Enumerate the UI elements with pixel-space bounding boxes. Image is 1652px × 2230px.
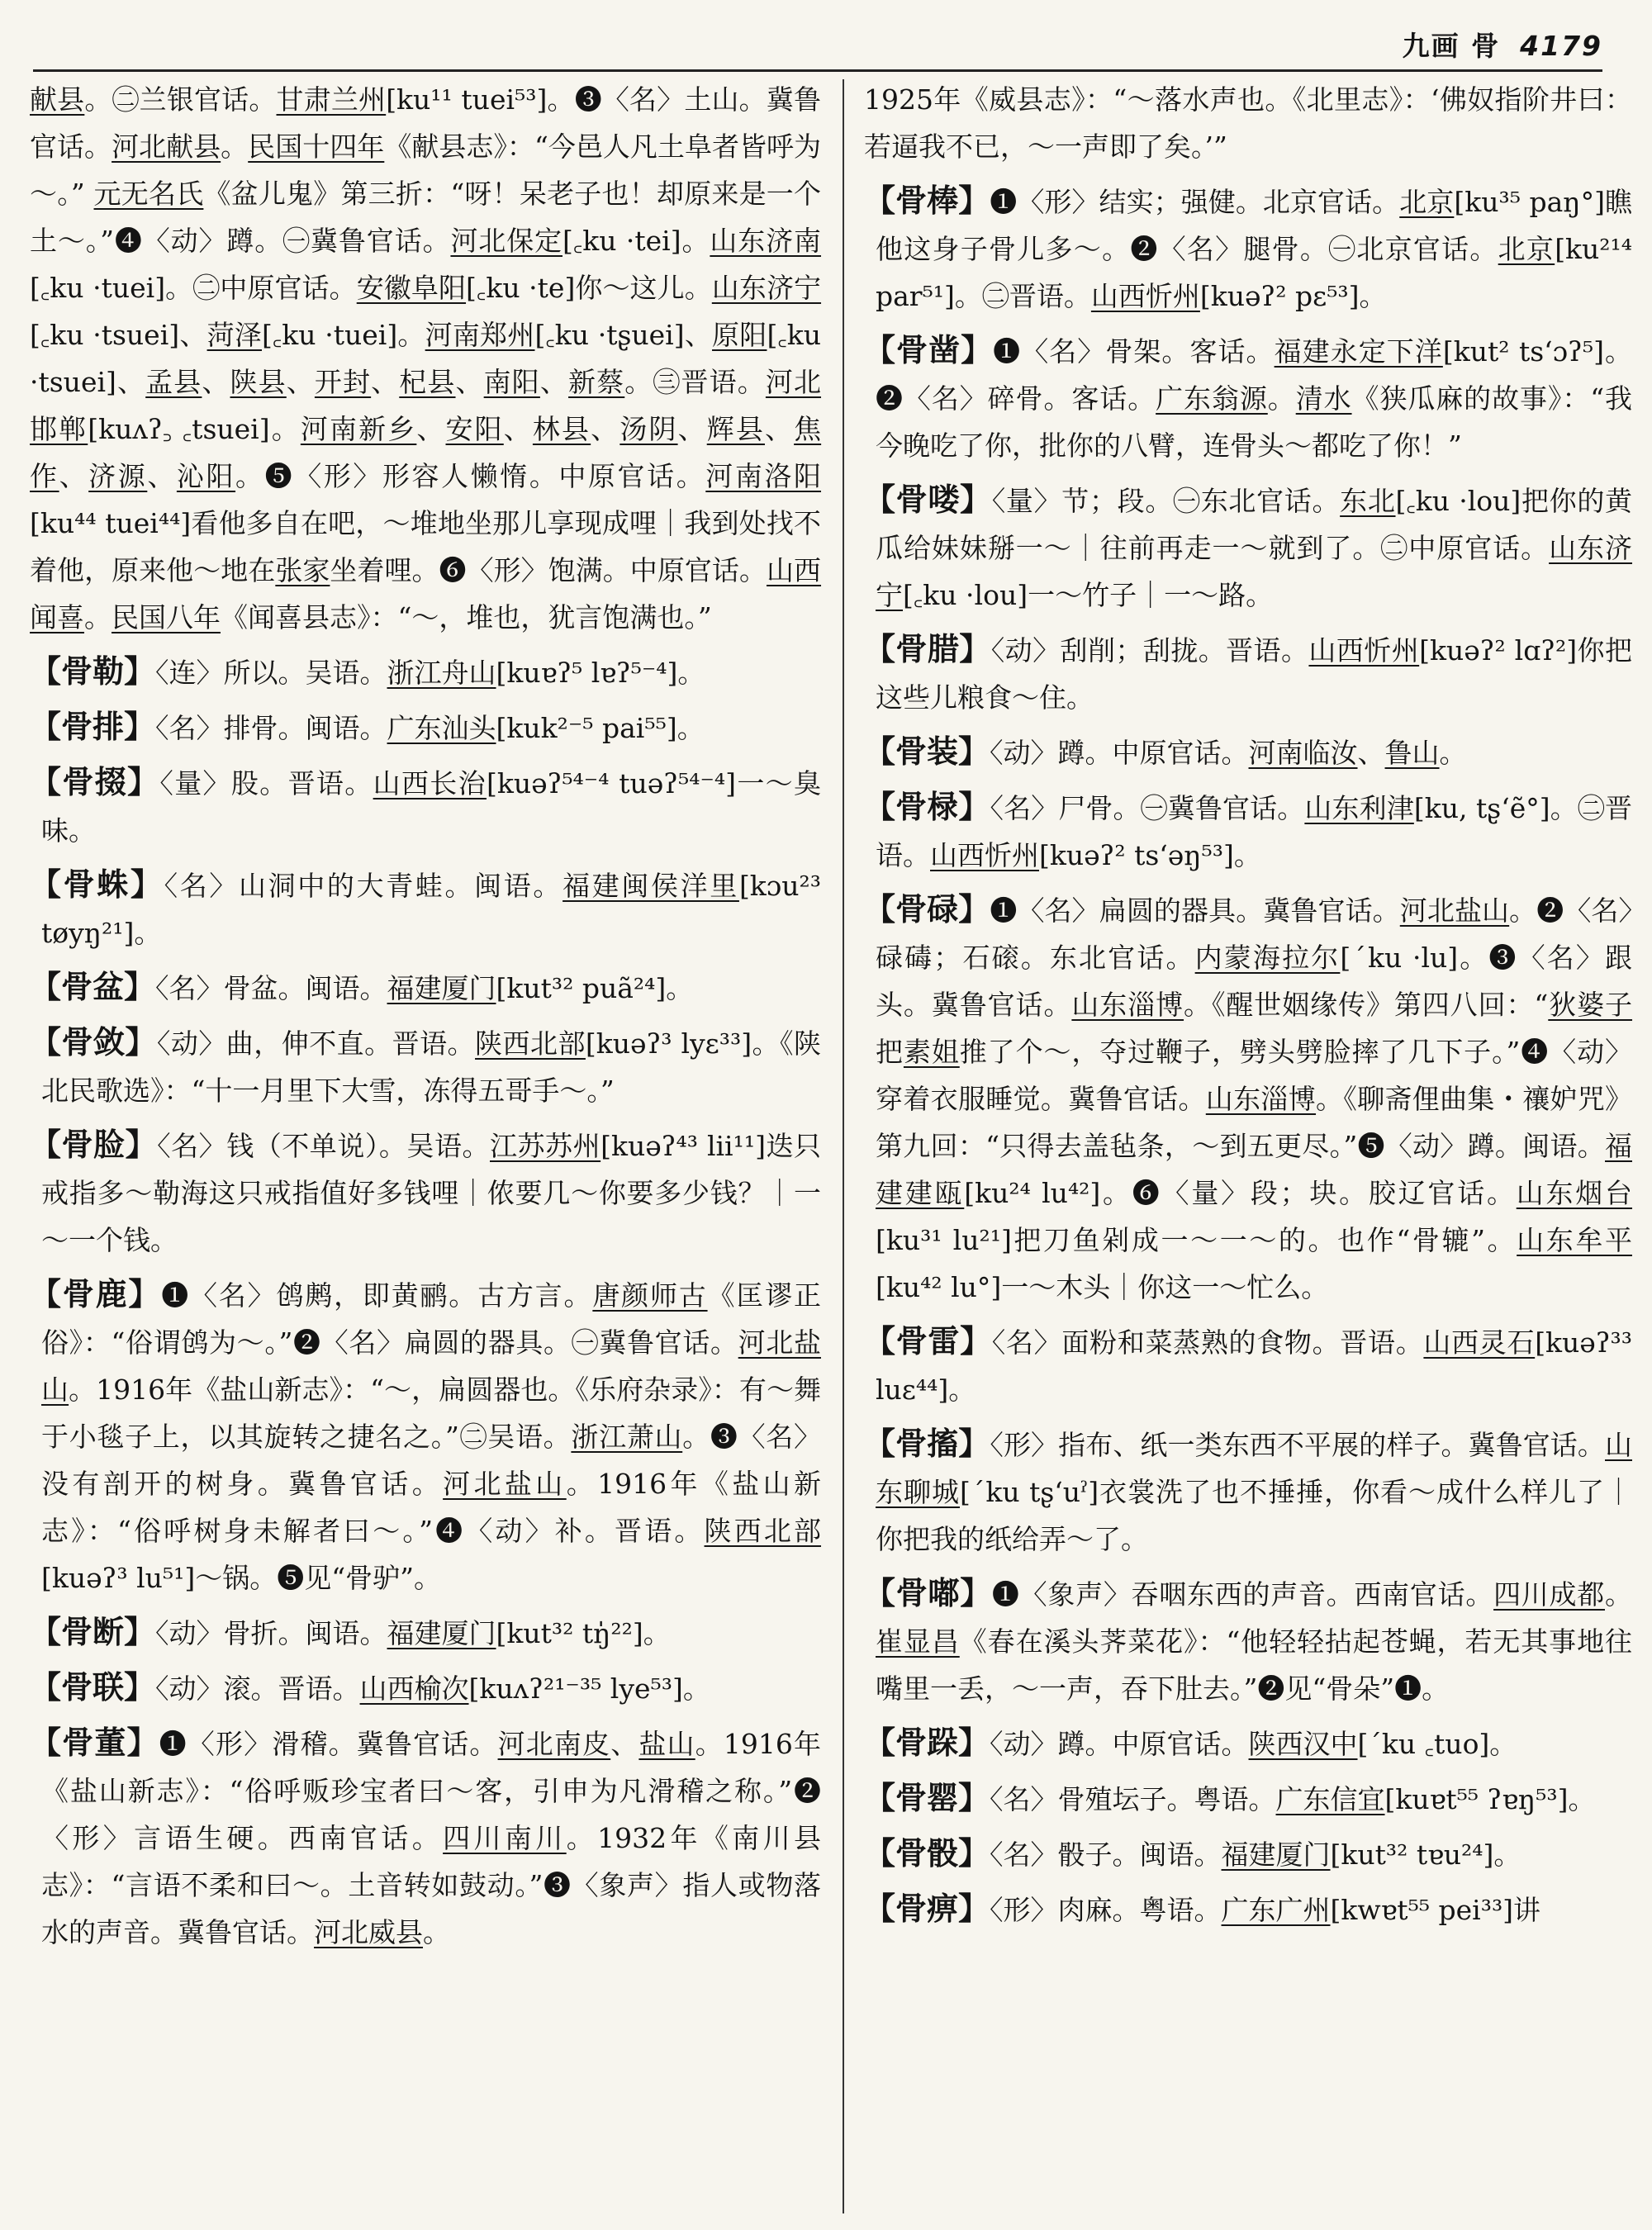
- dictionary-entry: 【骨罂】〈名〉骨殖坛子。粤语。广东信宜[kuɐt⁵⁵ ʔɐŋ⁵³]。: [864, 1779, 1596, 1816]
- running-head: [1403, 25, 1602, 64]
- dictionary-entry: 【骨断】〈动〉骨折。闽语。福建厦门[kut³² tŋ̍²²]。: [30, 1613, 671, 1650]
- dictionary-entry: 【骨敛】〈动〉曲，伸不直。晋语。陕西北部[kuəʔ³ lyɛ³³]。《陕北民歌选》：“十一月里下大雪，冻得五哥手～。”: [30, 1023, 821, 1107]
- underlined-proper-name: 甘肃兰州: [276, 83, 387, 116]
- underlined-proper-name: 陕县: [230, 366, 287, 398]
- underlined-proper-name: 福建厦门: [1221, 1839, 1331, 1871]
- page-header: [33, 18, 1602, 68]
- underlined-proper-name: 山西闻喜: [30, 554, 822, 633]
- dictionary-entry: 献县。㊁兰银官话。甘肃兰州[ku¹¹ tuei⁵³]。❸〈名〉土山。冀鲁官话。河北献县。民国十四年《献县志》：“今邑人凡土阜者皆呼为～。” 元无名氏《盆儿鬼》第三折：“呀！呆老子也！却原来是一个土～。”❹〈动〉蹲。㊀冀鲁官话。河北保定[꜀ku ·tei]。山东济南[꜀ku ·tuei]。㊁中原官话。安徽阜阳[꜀ku ·te]你～这儿。山东济宁[꜀ku ·tsuei]、菏泽[꜀ku ·tuei]。河南郑州[꜀ku ·tʂuei]、原阳[꜀ku ·tsuei]、孟县、陕县、开封、杞县、南阳、新蔡。㊂晋语。河北邯郸[kuʌʔ꜆ ꜀tsuei]。河南新乡、安阳、林县、汤阴、辉县、焦作、济源、沁阳。❺〈形〉形容人懒惰。中原官话。河南洛阳[ku⁴⁴ tuei⁴⁴]看他多自在吧，～堆地坐那儿享现成哩｜我到处找不着他，原来他～地在张家坐着哩。❻〈形〉饱满。中原官话。山西闻喜。民国八年《闻喜县志》：“～，堆也，犹言饱满也。”: [30, 83, 822, 633]
- dictionary-entry: 【骨跺】〈动〉蹲。中原官话。陕西汉中[ˊku ꜀tuo]。: [864, 1724, 1517, 1761]
- underlined-proper-name: 广东广州: [1221, 1894, 1331, 1926]
- underlined-proper-name: 福建闽侯洋里: [563, 870, 739, 902]
- dictionary-entry: 【骨雷】〈名〉面粉和菜蒸熟的食物。晋语。山西灵石[kuəʔ³³ luɛ⁴⁴]。: [864, 1322, 1632, 1406]
- entry-headword: 【骨蛛】: [30, 866, 164, 903]
- underlined-proper-name: 山东利津: [1304, 792, 1414, 824]
- underlined-proper-name: 山西灵石: [1423, 1326, 1536, 1359]
- dictionary-entry: 1925年《威县志》：“～落水声也。《北里志》：‘佛奴指阶井曰：若逼我不已，～一声即了矣。’”: [864, 83, 1632, 163]
- section-title: 九画 骨: [1402, 30, 1501, 62]
- entry-headword: 【骨掇】: [30, 763, 160, 800]
- entry-headword: 【骨联】: [30, 1668, 156, 1706]
- entry-headword: 【骨装】: [864, 733, 990, 770]
- underlined-proper-name: 孟县: [145, 366, 202, 398]
- dictionary-entry: 【骨鹿】❶〈名〉鸧鹒，即黄鹂。古方言。唐颜师古《匡谬正俗》：“俗谓鸧为～。”❷〈名〉扁圆的器具。㊀冀鲁官话。河北盐山。1916年《盐山新志》：“～，扁圆器也。《乐府杂录》：有～舞于小毯子上，以其旋转之捷名之。”㊁吴语。浙江萧山。❸〈名〉没有剖开的树身。冀鲁官话。河北盐山。1916年《盐山新志》：“俗呼树身未解者曰～。”❹〈动〉补。晋语。陕西北部[kuəʔ³ lu⁵¹]～锅。❺见“骨驴”。: [30, 1275, 822, 1594]
- underlined-proper-name: 焦作: [30, 413, 822, 492]
- underlined-proper-name: 杞县: [399, 366, 456, 398]
- underlined-proper-name: 内蒙海拉尔: [1194, 942, 1341, 974]
- entry-headword: 【骨搐】: [864, 1425, 990, 1462]
- entry-headword: 【骨碌】: [864, 890, 990, 928]
- entry-headword: 【骨罂】: [864, 1779, 990, 1816]
- entry-headword: 【骨盆】: [30, 968, 156, 1005]
- underlined-proper-name: 辉县: [706, 413, 765, 445]
- underlined-proper-name: 浙江萧山: [571, 1421, 683, 1453]
- entry-headword: 【骨凿】: [864, 331, 994, 368]
- column-divider: [843, 79, 844, 2213]
- entry-headword: 【骨雷】: [864, 1322, 992, 1359]
- underlined-proper-name: 山西长治: [373, 767, 487, 799]
- dictionary-entry: 【骨痹】〈形〉肉麻。粤语。广东广州[kwɐt⁵⁵ pei³³]讲: [864, 1890, 1541, 1927]
- dictionary-entry: 【骨装】〈动〉蹲。中原官话。河南临汝、鲁山。: [864, 733, 1467, 770]
- entry-headword: 【骨脸】: [30, 1126, 158, 1163]
- underlined-proper-name: 福建永定下洋: [1274, 335, 1443, 368]
- underlined-proper-name: 安徽阜阳: [356, 272, 467, 304]
- dictionary-entry: 【骨盆】〈名〉骨盆。闽语。福建厦门[kut³² puã²⁴]。: [30, 968, 694, 1005]
- dictionary-entry: 【骨董】❶〈形〉滑稽。冀鲁官话。河北南皮、盐山。1916年《盐山新志》：“俗呼贩珍宝者曰～客，引申为凡滑稽之称。”❷〈形〉言语生硬。西南官话。四川南川。1932年《南川县志》：“言语不柔和曰～。土音转如鼓动。”❸〈象声〉指人或物落水的声音。冀鲁官话。河北威县。: [30, 1724, 822, 1948]
- underlined-proper-name: 陕西北部: [475, 1027, 586, 1060]
- dictionary-entry: 【骨腊】〈动〉刮削；刮拢。晋语。山西忻州[kuəʔ² lɑʔ²]你把这些儿粮食～住。: [864, 630, 1632, 714]
- dictionary-entry: 【骨联】〈动〉滚。晋语。山西榆次[kuʌʔ²¹⁻³⁵ lye⁵³]。: [30, 1668, 710, 1706]
- right-column: [864, 76, 1632, 1940]
- entry-headword: 【骨骰】: [864, 1834, 990, 1872]
- underlined-proper-name: 河南郑州: [425, 319, 535, 351]
- underlined-proper-name: 广东信宜: [1275, 1783, 1385, 1815]
- dictionary-entry: 【骨棒】❶〈形〉结实；强健。北京官话。北京[ku³⁵ paŋ°]瞧他这身子骨儿多～。❷〈名〉腿骨。㊀北京官话。北京[ku²¹⁴ par⁵¹]。㊁晋语。山西忻州[kuəʔ² pɛ⁵³]。: [864, 182, 1633, 312]
- underlined-proper-name: 山西忻州: [1090, 280, 1200, 312]
- entry-headword: 【骨跺】: [864, 1724, 990, 1761]
- underlined-proper-name: 广东翁源: [1156, 382, 1268, 415]
- underlined-proper-name: 菏泽: [206, 319, 262, 351]
- header-rule: [33, 69, 1602, 72]
- underlined-proper-name: 山东牟平: [1517, 1224, 1632, 1256]
- underlined-proper-name: 河北盐山: [1399, 894, 1510, 927]
- underlined-proper-name: 张家: [275, 554, 330, 586]
- entry-headword: 【骨痹】: [864, 1890, 990, 1927]
- underlined-proper-name: 山西榆次: [359, 1672, 469, 1705]
- underlined-proper-name: 山东烟台: [1516, 1177, 1633, 1209]
- underlined-proper-name: 沁阳: [176, 460, 236, 492]
- entry-headword: 【骨敛】: [30, 1023, 157, 1060]
- underlined-proper-name: 清水: [1295, 382, 1352, 415]
- underlined-proper-name: 陕西北部: [704, 1515, 822, 1547]
- entry-headword: 【骨喽】: [864, 481, 992, 518]
- underlined-proper-name: 开封: [314, 366, 372, 398]
- underlined-proper-name: 原阳: [712, 319, 767, 351]
- underlined-proper-name: 济源: [88, 460, 148, 492]
- entry-headword: 【骨椂】: [864, 788, 990, 825]
- underlined-proper-name: 河北献县: [112, 130, 221, 163]
- underlined-proper-name: 山东济宁: [711, 272, 822, 304]
- dictionary-entry: 【骨喽】〈量〉节；段。㊀东北官话。东北[꜀ku ·lou]把你的黄瓜给妹妹掰一～｜往前再走一～就到了。㊁中原官话。山东济宁[꜀ku ·lou]一～竹子｜一～路。: [864, 481, 1633, 611]
- underlined-proper-name: 盐山: [638, 1728, 695, 1760]
- underlined-proper-name: 陕西汉中: [1248, 1728, 1358, 1760]
- entry-headword: 【骨鹿】: [30, 1275, 162, 1312]
- underlined-proper-name: 山东淄博: [1071, 989, 1184, 1021]
- entry-headword: 【骨腊】: [864, 630, 991, 667]
- underlined-proper-name: 东北: [1340, 485, 1396, 517]
- underlined-proper-name: 河北威县: [314, 1916, 423, 1948]
- underlined-proper-name: 鲁山: [1384, 737, 1440, 769]
- underlined-proper-name: 四川南川: [443, 1822, 567, 1854]
- dictionary-entry: 【骨脸】〈名〉钱（不单说）。吴语。江苏苏州[kuəʔ⁴³ lii¹¹]迭只戒指多～勒海这只戒指值好多钱哩｜侬要几～你要多少钱？｜一～一个钱。: [30, 1126, 822, 1256]
- dictionary-entry: 【骨搐】〈形〉指布、纸一类东西不平展的样子。冀鲁官话。山东聊城[ˊku tʂʻuˀ]衣裳洗了也不捶捶，你看～成什么样儿了｜你把我的纸给弄～了。: [864, 1425, 1632, 1555]
- underlined-proper-name: 北京: [1399, 186, 1455, 218]
- dictionary-entry: 【骨排】〈名〉排骨。闽语。广东汕头[kuk²⁻⁵ pai⁵⁵]。: [30, 708, 705, 745]
- underlined-proper-name: 北京: [1498, 233, 1555, 265]
- dictionary-entry: 【骨碌】❶〈名〉扁圆的器具。冀鲁官话。河北盐山。❷〈名〉碌碡；石磙。东北官话。内蒙海拉尔[ˊku ·lu]。❸〈名〉跟头。冀鲁官话。山东淄博。《醒世姻缘传》第四八回：“狄婆子把素姐推了个～，夺过鞭子，劈头劈脸摔了几下子。”❹〈动〉穿着衣服睡觉。冀鲁官话。山东淄博。《聊斋俚曲集・禳妒咒》第九回：“只得去盖毡条，～到五更尽。”❺〈动〉蹲。闽语。福建建瓯[ku²⁴ lu⁴²]。❻〈量〉段；块。胶辽官话。山东烟台[ku³¹ lu²¹]把刀鱼剁成一～一～的。也作“骨辘”。山东牟平[ku⁴² lu°]一～木头｜你这一～忙么。: [864, 890, 1633, 1303]
- underlined-proper-name: 福建建瓯: [876, 1130, 1632, 1209]
- underlined-proper-name: 福建厦门: [387, 1617, 496, 1649]
- underlined-proper-name: 狄婆子: [1548, 989, 1633, 1021]
- underlined-proper-name: 献县: [30, 83, 85, 116]
- left-column: [30, 76, 821, 1962]
- underlined-proper-name: 河北保定: [450, 225, 563, 257]
- entry-headword: 【骨董】: [30, 1724, 159, 1761]
- dictionary-entry: 【骨凿】❶〈名〉骨架。客话。福建永定下洋[kut² tsʻɔʔ⁵]。❷〈名〉碎骨。客话。广东翁源。清水《狭瓜麻的故事》：“我今晚吃了你，批你的八臂，连骨头～都吃了你！”: [864, 331, 1633, 462]
- underlined-proper-name: 民国八年: [112, 601, 221, 633]
- entry-headword: 【骨勒】: [30, 652, 156, 690]
- underlined-proper-name: 元无名氏: [93, 178, 204, 210]
- underlined-proper-name: 民国十四年: [248, 130, 385, 163]
- underlined-proper-name: 山东淄博: [1205, 1083, 1317, 1115]
- underlined-proper-name: 南阳: [483, 366, 540, 398]
- underlined-proper-name: 四川成都: [1493, 1578, 1605, 1611]
- underlined-proper-name: 山西忻州: [930, 839, 1039, 871]
- entry-headword: 【骨排】: [30, 708, 156, 745]
- underlined-proper-name: 崔显昌: [876, 1625, 960, 1658]
- underlined-proper-name: 河南洛阳: [705, 460, 822, 492]
- underlined-proper-name: 唐颜师古: [592, 1279, 708, 1312]
- dictionary-entry: 【骨椂】〈名〉尸骨。㊀冀鲁官话。山东利津[ku, tʂʻẽ°]。㊁晋语。山西忻州[kuəʔ² tsʻəŋ⁵³]。: [864, 788, 1632, 871]
- underlined-proper-name: 安阳: [445, 413, 504, 445]
- dictionary-entry: 【骨掇】〈量〉股。晋语。山西长治[kuəʔ⁵⁴⁻⁴ tuəʔ⁵⁴⁻⁴]一～臭味。: [30, 763, 822, 847]
- underlined-proper-name: 河北南皮: [497, 1728, 611, 1760]
- underlined-proper-name: 河南新乡: [300, 413, 417, 445]
- underlined-proper-name: 林县: [532, 413, 591, 445]
- underlined-proper-name: 广东汕头: [387, 712, 496, 744]
- underlined-proper-name: 汤阴: [620, 413, 678, 445]
- underlined-proper-name: 浙江舟山: [387, 657, 496, 689]
- underlined-proper-name: 河北盐山: [443, 1468, 567, 1500]
- dictionary-entry: 【骨勒】〈连〉所以。吴语。浙江舟山[kuɐʔ⁵ lɐʔ⁵⁻⁴]。: [30, 652, 705, 690]
- underlined-proper-name: 福建厦门: [387, 972, 496, 1004]
- entry-headword: 【骨棒】: [864, 182, 990, 219]
- underlined-proper-name: 江苏苏州: [490, 1130, 601, 1162]
- dictionary-entry: 【骨骰】〈名〉骰子。闽语。福建厦门[kut³² tɐu²⁴]。: [864, 1834, 1521, 1872]
- dictionary-entry: 【骨蛛】〈名〉山洞中的大青蛙。闽语。福建闽侯洋里[kɔu²³ tøyŋ²¹]。: [30, 866, 822, 949]
- dictionary-entry: 【骨嘟】❶〈象声〉吞咽东西的声音。西南官话。四川成都。崔显昌《春在溪头荠菜花》：“他轻轻拈起苍蝇，若无其事地往嘴里一丢，～一声，吞下肚去。”❷见“骨朵”❶。: [864, 1574, 1633, 1705]
- underlined-proper-name: 新蔡: [568, 366, 625, 398]
- underlined-proper-name: 河北盐山: [41, 1326, 821, 1406]
- page-number: 4179: [1520, 30, 1602, 62]
- underlined-proper-name: 山东聊城: [876, 1429, 1632, 1508]
- entry-headword: 【骨断】: [30, 1613, 156, 1650]
- underlined-proper-name: 山西忻州: [1308, 634, 1420, 667]
- underlined-proper-name: 山东济宁: [876, 532, 1633, 611]
- underlined-proper-name: 河南临汝: [1248, 737, 1358, 769]
- underlined-proper-name: 河北邯郸: [30, 366, 822, 445]
- underlined-proper-name: 素姐: [903, 1036, 960, 1068]
- underlined-proper-name: 山东济南: [710, 225, 822, 257]
- entry-headword: 【骨嘟】: [864, 1574, 992, 1611]
